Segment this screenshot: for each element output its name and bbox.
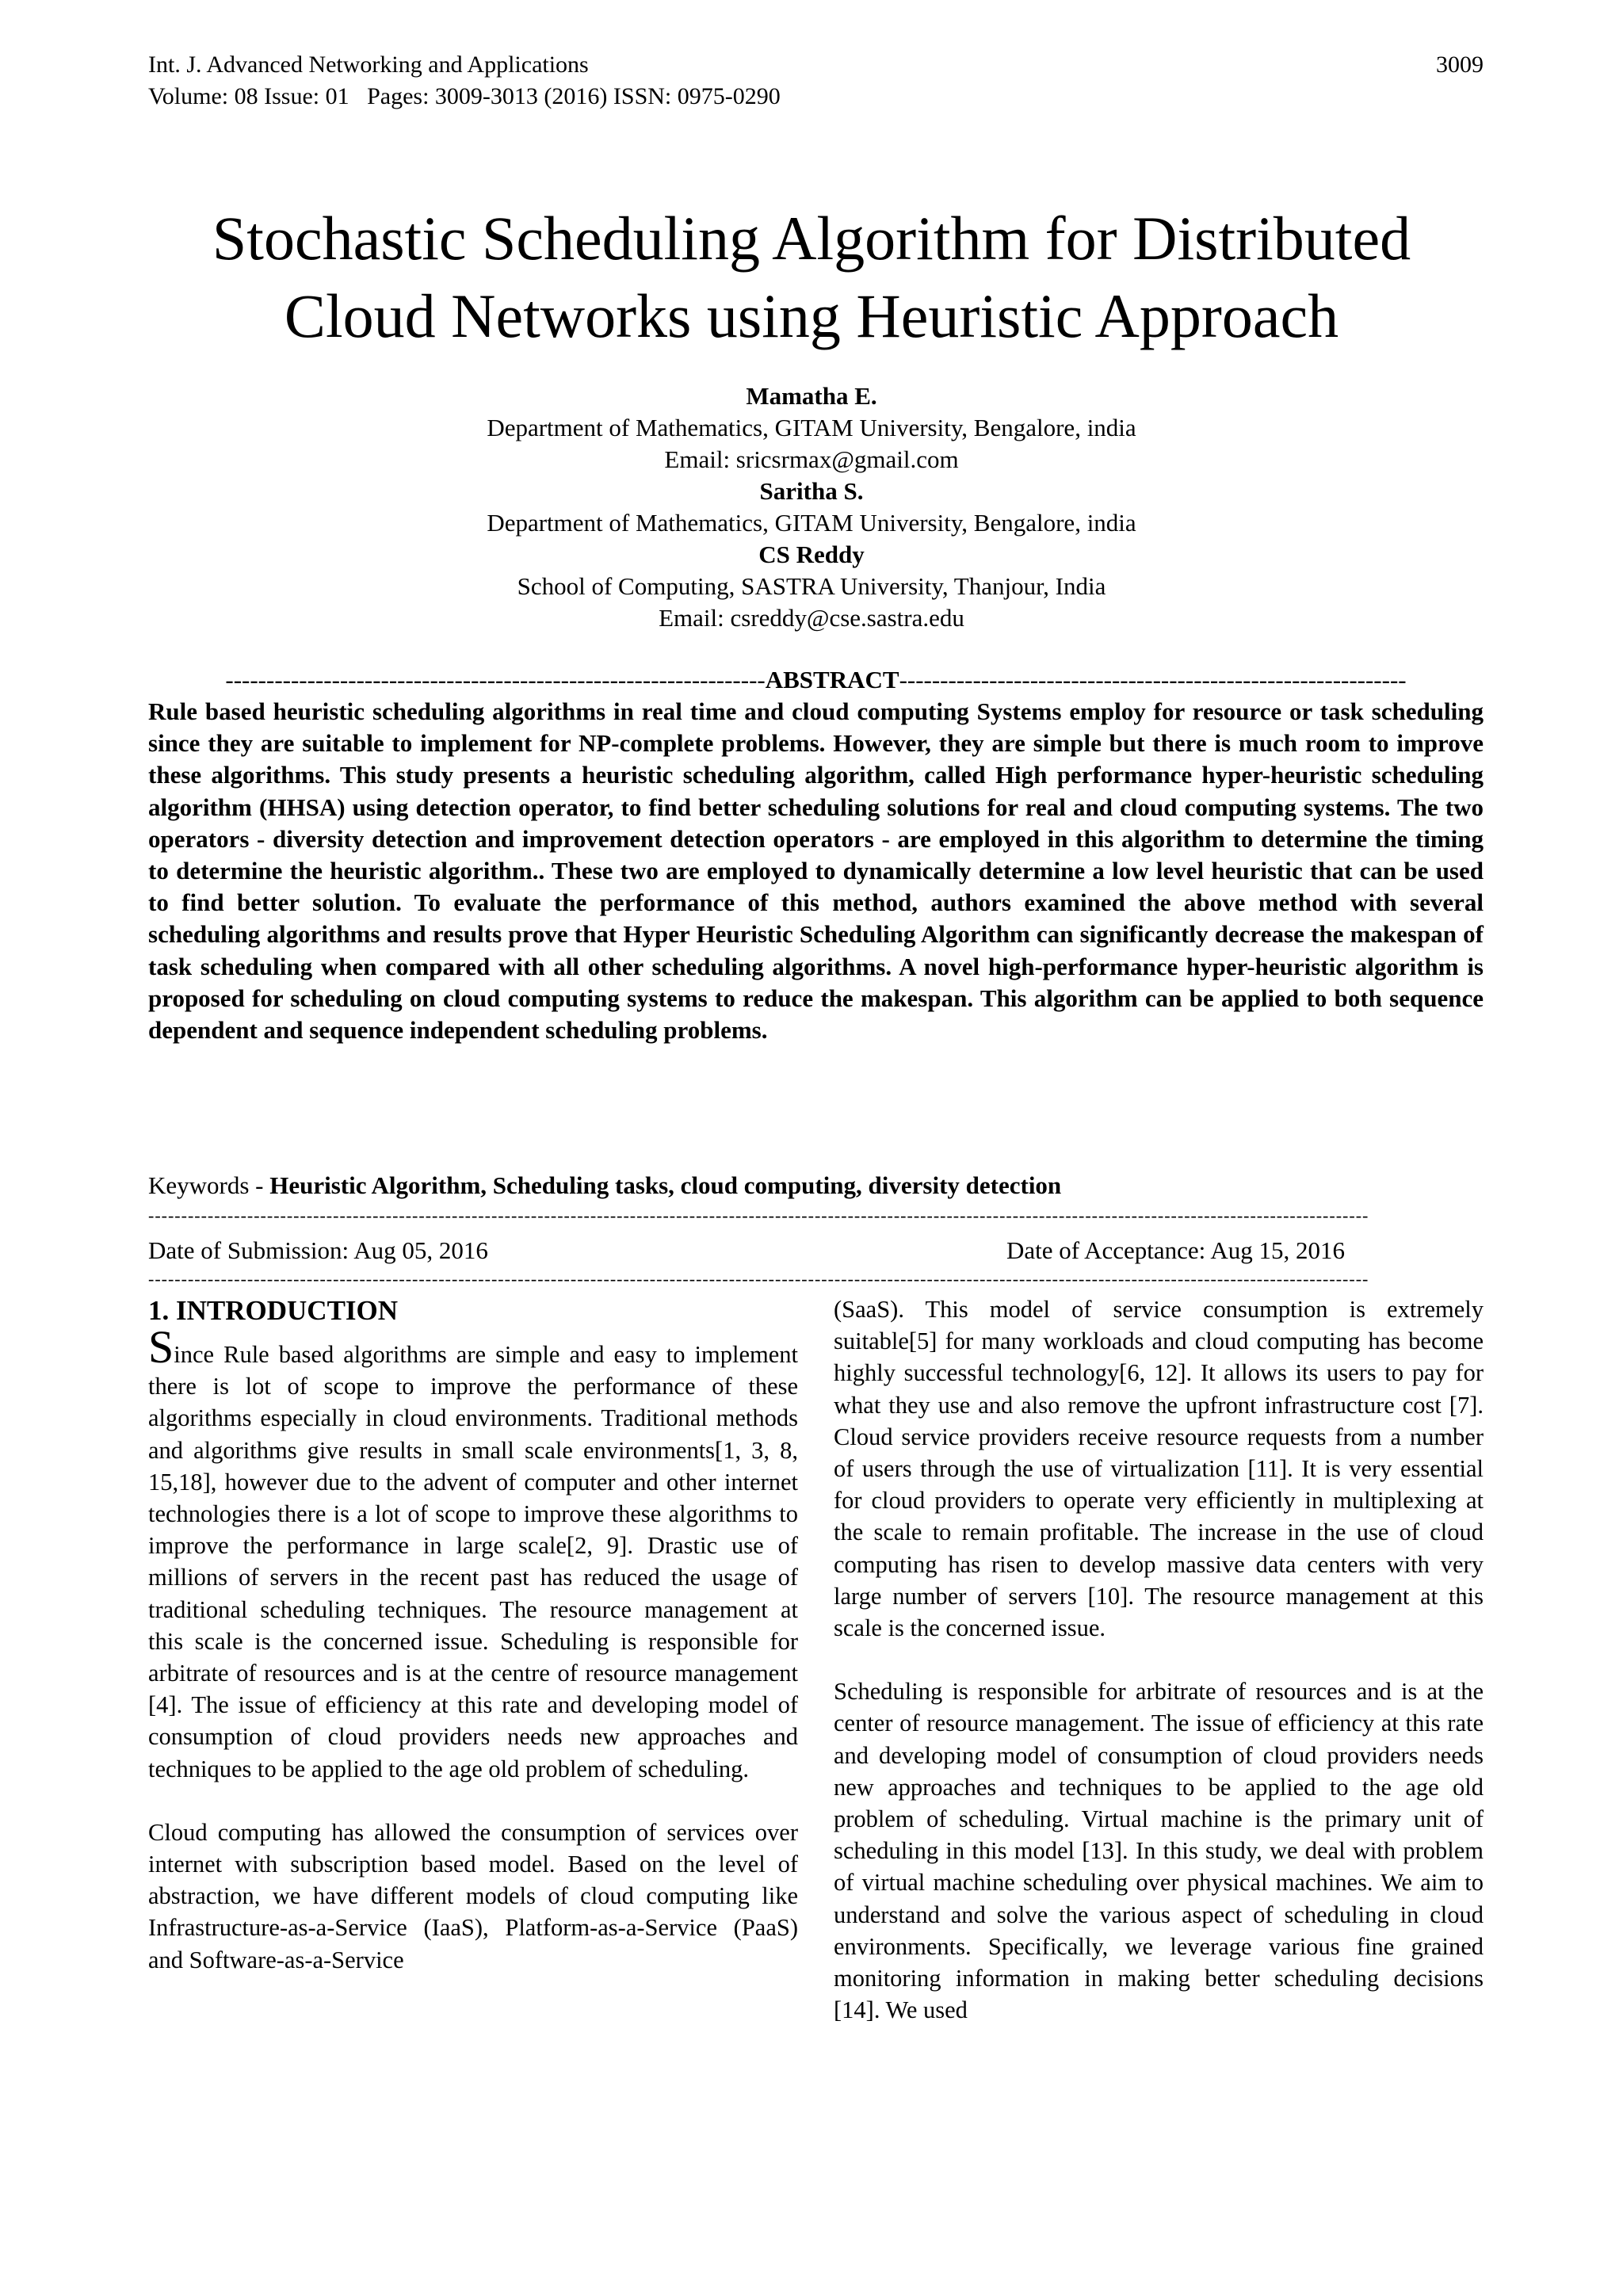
abstract-text: Rule based heuristic scheduling algorithms in real time and cloud computing Systems employ for resource or task scheduling since they are suitable to implement for NP-complete problems. However, they are simple but there is much room to improve these algorithms. This study presents a heuristic scheduling algorithm, called High performance hyper-heuristic scheduling algorithm (HHSA) using detection operator, to find better scheduling solutions for real and cloud computing systems. The two operators - diversity detection and improvement detection operators - are employed in this algorithm to determine the timing to determine the heuristic algorithm.. These two are employed to dynamically determine a low level heuristic that can be used to find better solution. To evaluate the performance of this method, authors examined the above method with several scheduling algorithms and results prove that Hyper Heuristic Scheduling Algorithm can significantly decrease the makespan of task scheduling when compared with all other scheduling algorithms. A novel high-performance hyper-heuristic algorithm is proposed for scheduling on cloud computing systems to reduce the makespan. This algorithm can be applied to both sequence dependent and sequence independent scheduling problems.	[148, 697, 1484, 1045]
divider-line: -----------------------------------------------------------------------------------------------------------------------------------------------------------------------------------------	[148, 1270, 1369, 1289]
author-email: Email: csreddy@cse.sastra.edu	[659, 604, 964, 632]
author-name: Saritha S.	[759, 477, 864, 505]
abstract-divider: ------------------------------------------------------------------ABSTRACT--------------------------------------------------------------	[225, 666, 1407, 693]
drop-cap: S	[148, 1321, 174, 1373]
keywords-label: Keywords -	[148, 1171, 270, 1199]
paragraph-text: ince Rule based algorithms are simple and easy to implement there is lot of scope to improve the performance of these algorithms especially in cloud environments. Traditional methods and algorithms give results in small scale environments[1, 3, 8, 15,18], however due to the advent of computer and other internet technologies there is a lot of scope to improve these algorithms to improve the performance in large scale[2, 9]. Drastic use of millions of servers in the recent past has reduced the usage of traditional scheduling techniques. The resource management at this scale is the concerned issue. Scheduling is responsible for arbitrate of resources and is at the centre of resource management [4]. The issue of efficiency at this rate and developing model of consumption of cloud providers needs new approaches and techniques to be applied to the age old problem of scheduling.	[148, 1341, 798, 1782]
keywords-values: Heuristic Algorithm, Scheduling tasks, cloud computing, diversity detection	[269, 1171, 1062, 1199]
volume-info: Volume: 08 Issue: 01 Pages: 3009-3013 (2016) ISSN: 0975-0290	[148, 83, 781, 109]
divider-line: -----------------------------------------------------------------------------------------------------------------------------------------------------------------------------------------	[148, 1206, 1369, 1225]
paper-title	[119, 200, 1504, 355]
column-left	[148, 1293, 798, 1976]
acceptance-date: Date of Acceptance: Aug 15, 2016	[1006, 1236, 1345, 1264]
column-right	[834, 1293, 1484, 2026]
page-number: 3009	[1436, 52, 1484, 78]
abstract-label: ABSTRACT	[765, 666, 899, 693]
submission-date: Date of Submission: Aug 05, 2016	[148, 1236, 488, 1264]
keywords	[148, 1170, 1484, 1201]
title-line-1: Stochastic Scheduling Algorithm for Distributed	[212, 204, 1411, 273]
author-block	[119, 380, 1504, 634]
author-affiliation: Department of Mathematics, GITAM University, Bengalore, india	[487, 414, 1136, 441]
journal-name: Int. J. Advanced Networking and Applications	[148, 52, 589, 78]
author-name: Mamatha E.	[746, 382, 877, 410]
author-email: Email: sricsrmax@gmail.com	[664, 445, 959, 473]
author-affiliation: School of Computing, SASTRA University, Thanjour, India	[517, 572, 1106, 600]
title-line-2: Cloud Networks using Heuristic Approach	[284, 281, 1339, 350]
paragraph: Cloud computing has allowed the consumption of services over internet with subscription based model. Based on the level of abstraction, we have different models of cloud computing like Infrastructure-as-a-Service (IaaS), Platform-as-a-Service (PaaS) and Software-as-a-Service	[148, 1818, 798, 1973]
author-affiliation: Department of Mathematics, GITAM University, Bengalore, india	[487, 509, 1136, 537]
running-header	[148, 49, 781, 113]
dates-row	[148, 1235, 1484, 1266]
paragraph	[148, 1321, 798, 1785]
paragraph: Scheduling is responsible for arbitrate of resources and is at the center of resource management. The issue of efficiency at this rate and developing model of consumption of cloud providers needs new approaches and techniques to be applied to the age old problem of scheduling. Virtual machine is the primary unit of scheduling in this model [13]. In this study, we deal with problem of virtual machine scheduling over physical machines. We aim to understand and solve the various aspect of scheduling in cloud environments. Specifically, we leverage various fine grained monitoring information in making better scheduling decisions [14]. We used	[834, 1678, 1484, 2024]
paragraph: (SaaS). This model of service consumption is extremely suitable[5] for many workloads and cloud computing has become highly successful technology[6, 12]. It allows its users to pay for what they use and also remove the upfront infrastructure cost [7]. Cloud service providers receive resource requests from a number of users through the use of virtualization [11]. It is very essential for cloud providers to operate very efficiently in multiplexing at the scale to remain profitable. The increase in the use of cloud computing has risen to develop massive data centers with very large number of servers [10]. The resource management at this scale is the concerned issue.	[834, 1296, 1484, 1642]
author-name: CS Reddy	[758, 541, 865, 568]
section-heading: 1. INTRODUCTION	[148, 1295, 399, 1326]
